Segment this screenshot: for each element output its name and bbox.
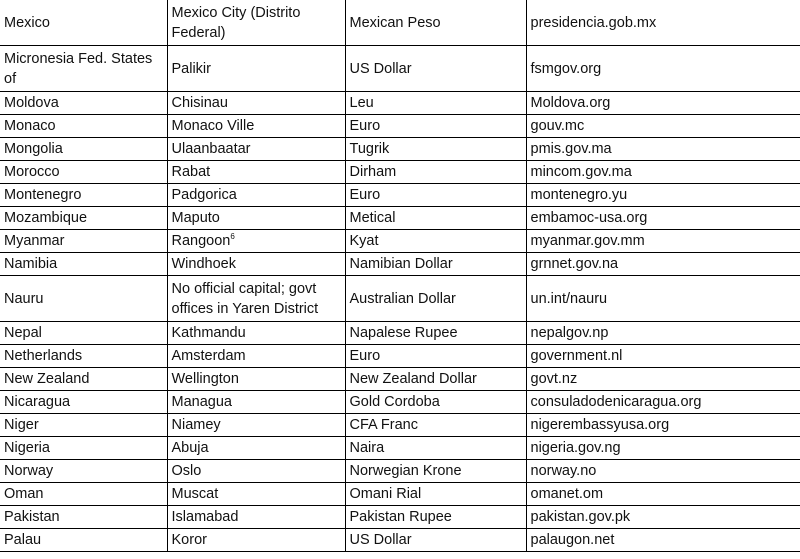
currency-cell: Norwegian Krone — [345, 460, 526, 483]
capital-cell: Maputo — [167, 207, 345, 230]
country-cell: Mongolia — [0, 138, 167, 161]
country-cell: Nauru — [0, 276, 167, 322]
country-cell: Niger — [0, 414, 167, 437]
country-cell: Nigeria — [0, 437, 167, 460]
table-row — [0, 207, 800, 230]
country-cell: Moldova — [0, 92, 167, 115]
table-row — [0, 414, 800, 437]
capital-cell: Kathmandu — [167, 322, 345, 345]
capital-cell: No official capital; govt offices in Yaren District — [167, 276, 345, 322]
table-row — [0, 184, 800, 207]
website-cell: omanet.om — [526, 483, 800, 506]
website-cell: myanmar.gov.mm — [526, 230, 800, 253]
country-cell: Pakistan — [0, 506, 167, 529]
currency-cell: Napalese Rupee — [345, 322, 526, 345]
website-cell: grnnet.gov.na — [526, 253, 800, 276]
country-cell: Nepal — [0, 322, 167, 345]
table-row — [0, 161, 800, 184]
table-row — [0, 322, 800, 345]
table-row — [0, 460, 800, 483]
website-cell: montenegro.yu — [526, 184, 800, 207]
country-cell: Palau — [0, 529, 167, 552]
capital-cell: Oslo — [167, 460, 345, 483]
country-cell: Netherlands — [0, 345, 167, 368]
country-cell: Nicaragua — [0, 391, 167, 414]
country-cell: Montenegro — [0, 184, 167, 207]
table-row — [0, 46, 800, 92]
website-cell: un.int/nauru — [526, 276, 800, 322]
table-row — [0, 529, 800, 552]
country-cell: Morocco — [0, 161, 167, 184]
website-cell: fsmgov.org — [526, 46, 800, 92]
website-cell: norway.no — [526, 460, 800, 483]
capital-cell: Amsterdam — [167, 345, 345, 368]
table-row — [0, 92, 800, 115]
table-row — [0, 230, 800, 253]
currency-cell: Euro — [345, 115, 526, 138]
website-cell: pakistan.gov.pk — [526, 506, 800, 529]
website-cell: government.nl — [526, 345, 800, 368]
website-cell: Moldova.org — [526, 92, 800, 115]
currency-cell: Omani Rial — [345, 483, 526, 506]
capital-cell: Niamey — [167, 414, 345, 437]
table-row — [0, 368, 800, 391]
capital-cell: Monaco Ville — [167, 115, 345, 138]
capital-cell: Muscat — [167, 483, 345, 506]
capital-cell: Mexico City (Distrito Federal) — [167, 0, 345, 46]
currency-cell: Dirham — [345, 161, 526, 184]
country-cell: Monaco — [0, 115, 167, 138]
currency-cell: Euro — [345, 184, 526, 207]
currency-cell: Euro — [345, 345, 526, 368]
capital-cell: Islamabad — [167, 506, 345, 529]
table-row — [0, 345, 800, 368]
website-cell: nigerembassyusa.org — [526, 414, 800, 437]
table-row — [0, 253, 800, 276]
currency-cell: Mexican Peso — [345, 0, 526, 46]
country-cell: New Zealand — [0, 368, 167, 391]
currency-cell: Leu — [345, 92, 526, 115]
capital-cell: Managua — [167, 391, 345, 414]
capital-cell: Koror — [167, 529, 345, 552]
capital-cell: Padgorica — [167, 184, 345, 207]
capital-name: Rangoon — [171, 233, 231, 249]
currency-cell: Kyat — [345, 230, 526, 253]
currency-cell: Gold Cordoba — [345, 391, 526, 414]
currency-cell: Australian Dollar — [345, 276, 526, 322]
table-row — [0, 115, 800, 138]
country-cell: Oman — [0, 483, 167, 506]
capital-cell: Chisinau — [167, 92, 345, 115]
table-row — [0, 437, 800, 460]
capital-cell: Ulaanbaatar — [167, 138, 345, 161]
currency-cell: Pakistan Rupee — [345, 506, 526, 529]
country-cell: Mexico — [0, 0, 167, 46]
table-row — [0, 0, 800, 46]
website-cell: presidencia.gob.mx — [526, 0, 800, 46]
website-cell: nigeria.gov.ng — [526, 437, 800, 460]
country-cell: Micronesia Fed. States of — [0, 46, 167, 92]
country-cell: Norway — [0, 460, 167, 483]
table-row — [0, 483, 800, 506]
country-cell: Myanmar — [0, 230, 167, 253]
currency-cell: US Dollar — [345, 46, 526, 92]
table-row — [0, 276, 800, 322]
website-cell: pmis.gov.ma — [526, 138, 800, 161]
capital-cell: Palikir — [167, 46, 345, 92]
website-cell: nepalgov.np — [526, 322, 800, 345]
currency-cell: CFA Franc — [345, 414, 526, 437]
table-row — [0, 138, 800, 161]
currency-cell: Metical — [345, 207, 526, 230]
website-cell: consuladodenicaragua.org — [526, 391, 800, 414]
capital-cell: Rabat — [167, 161, 345, 184]
currency-cell: New Zealand Dollar — [345, 368, 526, 391]
capital-cell — [167, 230, 345, 253]
website-cell: gouv.mc — [526, 115, 800, 138]
website-cell: govt.nz — [526, 368, 800, 391]
table-row — [0, 391, 800, 414]
currency-cell: Naira — [345, 437, 526, 460]
website-cell: embamoc-usa.org — [526, 207, 800, 230]
table-row — [0, 506, 800, 529]
currency-cell: Namibian Dollar — [345, 253, 526, 276]
currency-cell: US Dollar — [345, 529, 526, 552]
website-cell: mincom.gov.ma — [526, 161, 800, 184]
country-cell: Namibia — [0, 253, 167, 276]
website-cell: palaugon.net — [526, 529, 800, 552]
footnote-marker: 6 — [230, 232, 235, 241]
country-cell: Mozambique — [0, 207, 167, 230]
capital-cell: Windhoek — [167, 253, 345, 276]
capital-cell: Wellington — [167, 368, 345, 391]
capital-cell: Abuja — [167, 437, 345, 460]
currency-cell: Tugrik — [345, 138, 526, 161]
